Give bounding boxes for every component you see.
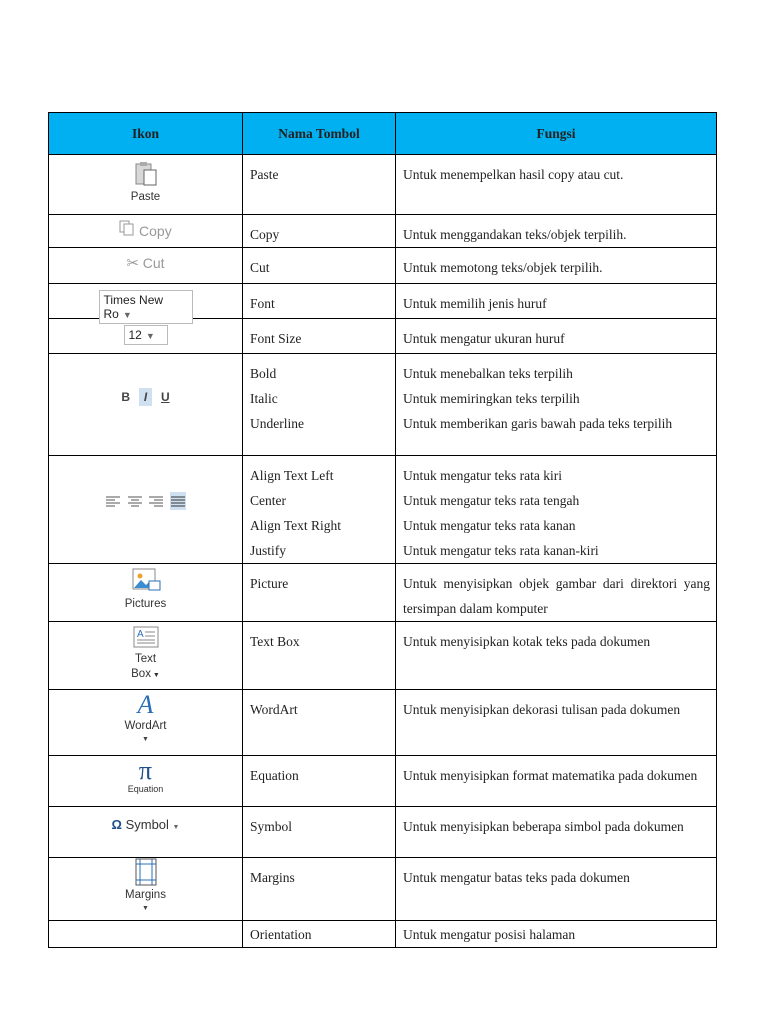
chevron-down-icon: ▼ <box>172 824 180 831</box>
paste-icon[interactable] <box>49 161 242 190</box>
align-center-icon[interactable] <box>127 492 143 510</box>
table-row <box>49 155 717 215</box>
chevron-down-icon: ▼ <box>122 310 132 320</box>
underline-button[interactable]: U <box>160 390 170 404</box>
function-cell: Untuk mengatur ukuran huruf <box>396 319 717 354</box>
function-cell: Untuk mengatur posisi halaman <box>396 921 717 948</box>
icon-cell <box>49 248 243 284</box>
ribbon-functions-table <box>48 112 717 948</box>
margins-label: Margins <box>125 889 166 901</box>
header-nama-tombol: Nama Tombol <box>243 113 396 155</box>
cut-label: Cut <box>142 255 165 271</box>
icon-cell <box>49 284 243 319</box>
icon-cell <box>49 921 243 948</box>
function-cell: Untuk menyisipkan objek gambar dari direktori yang tersimpan dalam komputer <box>396 564 717 622</box>
copy-button[interactable] <box>49 220 242 239</box>
text-box-icon[interactable] <box>49 625 242 652</box>
name-cell: Orientation <box>243 921 396 948</box>
function-cell: Untuk menyisipkan dekorasi tulisan pada dokumen <box>396 690 717 756</box>
wordart-label: WordArt <box>124 720 167 732</box>
pictures-icon[interactable] <box>49 567 242 598</box>
icon-cell <box>49 354 243 456</box>
name-cell: Symbol <box>243 807 396 858</box>
table-row <box>49 858 717 921</box>
paste-icon-label: Paste <box>130 191 161 203</box>
function-cell: Untuk menyisipkan kotak teks pada dokumen <box>396 622 717 690</box>
icon-cell <box>49 858 243 921</box>
function-cell: Untuk mengatur batas teks pada dokumen <box>396 858 717 921</box>
name-cell: Font Size <box>243 319 396 354</box>
icon-cell <box>49 756 243 807</box>
omega-icon: Ω <box>111 817 122 832</box>
table-row <box>49 284 717 319</box>
justify-icon[interactable] <box>170 492 186 510</box>
font-size-combo[interactable]: 12 ▼ <box>124 325 168 345</box>
function-cell: Untuk menempelkan hasil copy atau cut. <box>396 155 717 215</box>
name-cell: Paste <box>243 155 396 215</box>
function-cell: Untuk memilih jenis huruf <box>396 284 717 319</box>
italic-button[interactable]: I <box>139 388 152 406</box>
icon-cell <box>49 215 243 248</box>
copy-icon <box>119 224 135 239</box>
scissors-icon: ✂ <box>126 255 139 272</box>
header-ikon: Ikon <box>49 113 243 155</box>
table-header-row <box>49 113 717 155</box>
table-row <box>49 319 717 354</box>
margins-icon[interactable] <box>49 858 242 889</box>
table-row <box>49 215 717 248</box>
chevron-down-icon: ▼ <box>142 905 149 912</box>
header-fungsi: Fungsi <box>396 113 717 155</box>
icon-cell <box>49 564 243 622</box>
function-cell: Untuk mengatur teks rata kiri Untuk mengatur teks rata tengah Untuk mengatur teks rata kanan Untuk mengatur teks rata kanan-kiri <box>396 456 717 564</box>
chevron-down-icon: ▼ <box>145 331 155 341</box>
function-cell: Untuk memotong teks/objek terpilih. <box>396 248 717 284</box>
function-cell: Untuk menebalkan teks terpilih Untuk memiringkan teks terpilih Untuk memberikan garis bawah pada teks terpilih <box>396 354 717 456</box>
name-cell: Equation <box>243 756 396 807</box>
icon-cell <box>49 807 243 858</box>
name-cell: Margins <box>243 858 396 921</box>
icon-cell <box>49 622 243 690</box>
name-cell: Copy <box>243 215 396 248</box>
table-row <box>49 756 717 807</box>
chevron-down-icon: ▼ <box>150 672 160 679</box>
text-box-label-1: Text <box>134 653 157 665</box>
icon-cell <box>49 319 243 354</box>
function-cell: Untuk menyisipkan format matematika pada dokumen <box>396 756 717 807</box>
icon-cell <box>49 456 243 564</box>
align-right-icon[interactable] <box>148 492 164 510</box>
table-row <box>49 456 717 564</box>
cut-button[interactable] <box>49 254 242 272</box>
table-row <box>49 354 717 456</box>
pi-icon[interactable]: π <box>138 756 153 785</box>
table-row <box>49 564 717 622</box>
wordart-icon[interactable]: A <box>137 690 154 719</box>
font-name-combo[interactable]: Times New Ro ▼ <box>99 290 193 324</box>
name-cell: Cut <box>243 248 396 284</box>
function-cell: Untuk menyisipkan beberapa simbol pada dokumen <box>396 807 717 858</box>
name-cell: WordArt <box>243 690 396 756</box>
table-row <box>49 690 717 756</box>
icon-cell <box>49 690 243 756</box>
table-row <box>49 921 717 948</box>
bold-button[interactable]: B <box>121 390 131 404</box>
pictures-label: Pictures <box>124 598 167 610</box>
table-row <box>49 622 717 690</box>
chevron-down-icon: ▼ <box>142 736 149 743</box>
align-left-icon[interactable] <box>105 492 121 510</box>
name-cell: Picture <box>243 564 396 622</box>
name-cell: Align Text Left Center Align Text Right Justify <box>243 456 396 564</box>
name-cell: Font <box>243 284 396 319</box>
svg-text:A: A <box>136 629 144 640</box>
name-cell: Text Box <box>243 622 396 690</box>
table-row <box>49 248 717 284</box>
name-cell: Bold Italic Underline <box>243 354 396 456</box>
text-box-label-2: Box ▼ <box>131 668 160 680</box>
table-row <box>49 807 717 858</box>
symbol-button[interactable]: Ω Symbol ▼ <box>111 817 180 832</box>
equation-label: Equation <box>127 784 164 794</box>
icon-cell <box>49 155 243 215</box>
copy-label: Copy <box>139 223 172 239</box>
function-cell: Untuk menggandakan teks/objek terpilih. <box>396 215 717 248</box>
